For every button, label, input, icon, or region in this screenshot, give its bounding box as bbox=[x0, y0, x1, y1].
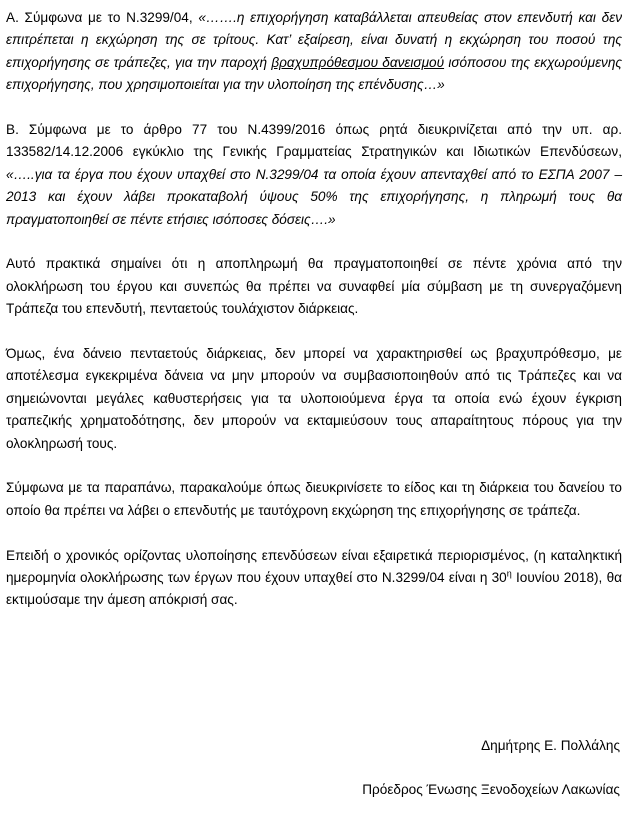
paragraph-b bbox=[6, 119, 622, 231]
paragraph-repayment: Αυτό πρακτικά σημαίνει ότι η αποπληρωμή θα πραγματοποιηθεί σε πέντε χρόνια από την ολοκλήρωση του έργου και συνεπώς θα πρέπει να συναφθεί μία σύμβαση με τη συνεργαζόμενη Τράπεζα του επενδυτή, πενταετούς τουλάχιστον διάρκειας. bbox=[6, 256, 622, 317]
paragraph-b-intro: Β. Σύμφωνα με το άρθρο 77 του Ν.4399/2016 όπως ρητά διευκρινίζεται από την υπ. αρ. 133582/14.12.2006 εγκύκλιο της Γενικής Γραμματείας Στρατηγικών και Ιδιωτικών Επενδύσεων, bbox=[6, 122, 622, 160]
paragraph-b-quote: «…..για τα έργα που έχουν υπαχθεί στο Ν.3299/04 τα οποία έχουν απενταχθεί από το ΕΣΠΑ 2007 – 2013 και έχουν λάβει προκαταβολή ύψους 50% της επιχορήγησης, η πληρωμή τους θα πραγματοποιηθεί σε πέντε ετήσιες ισόποσες δόσεις….» bbox=[6, 166, 622, 227]
paragraph-deadline bbox=[6, 545, 622, 612]
paragraph-a-quote-underlined: βραχυπρόθεσμου δανεισμού bbox=[271, 54, 445, 70]
paragraph-a bbox=[6, 7, 622, 97]
letter-body bbox=[6, 7, 622, 634]
paragraph-deadline-part2: Ιουνίου 2018), θα εκτιμούσαμε την άμεση απόκρισή σας. bbox=[6, 570, 622, 608]
paragraph-loan-duration: Όμως, ένα δάνειο πενταετούς διάρκειας, δεν μπορεί να χαρακτηρισθεί ως βραχυπρόθεσμο, με αποτέλεσμα εγκεκριμένα δάνεια να μην μπορούν να συμβασιοποιηθούν από τις Τράπεζες και να σημειώνονται μεγάλες καθυστερήσεις για τα υλοποιούμενα έργα τα οποία ενώ έχουν έγκριση τραπεζικής χρηματοδότησης, δεν μπορούν να εκταμιεύσουν τους απαραίτητους πόρους για την ολοκληρωσή τους. bbox=[6, 346, 622, 451]
ordinal-superscript: η bbox=[506, 568, 512, 579]
signatory-name: Δημήτρης Ε. Πολλάλης bbox=[481, 738, 620, 753]
paragraph-a-quote-part2: ισόποσου της εκχωρούμενης επιχορήγησης, που χρησιμοποιείται για την υλοποίηση της επένδυσης…» bbox=[6, 54, 623, 93]
paragraph-a-quote-part1: «…….η επιχορήγηση καταβάλλεται απευθείας στον επενδυτή και δεν επιτρέπεται η εκχώρηση της σε τρίτους. Κατ’ εξαίρεση, είναι δυνατή η εκχώρηση του ποσού της επιχορήγησης σε τράπεζες, για την παροχή bbox=[6, 10, 622, 70]
paragraph-deadline-part1: Επειδή ο χρονικός ορίζοντας υλοποίησης επενδύσεων είναι εξαιρετικά περιορισμένος, (η καταληκτική ημερομηνία ολοκλήρωσης των έργων που έχουν υπαχθεί στο Ν.3299/04 είναι η 30 bbox=[6, 547, 622, 586]
signatory-title: Πρόεδρος Ένωσης Ξενοδοχείων Λακωνίας bbox=[362, 782, 620, 797]
paragraph-a-intro: Α. Σύμφωνα με το Ν.3299/04, bbox=[6, 10, 199, 25]
paragraph-request: Σύμφωνα με τα παραπάνω, παρακαλούμε όπως διευκρινίσετε το είδος και τη διάρκεια του δανείου το οποίο θα πρέπει να λάβει ο επενδυτής με ταυτόχρονη εκχώρηση της επιχορήγησης σε τράπεζα. bbox=[6, 480, 622, 518]
